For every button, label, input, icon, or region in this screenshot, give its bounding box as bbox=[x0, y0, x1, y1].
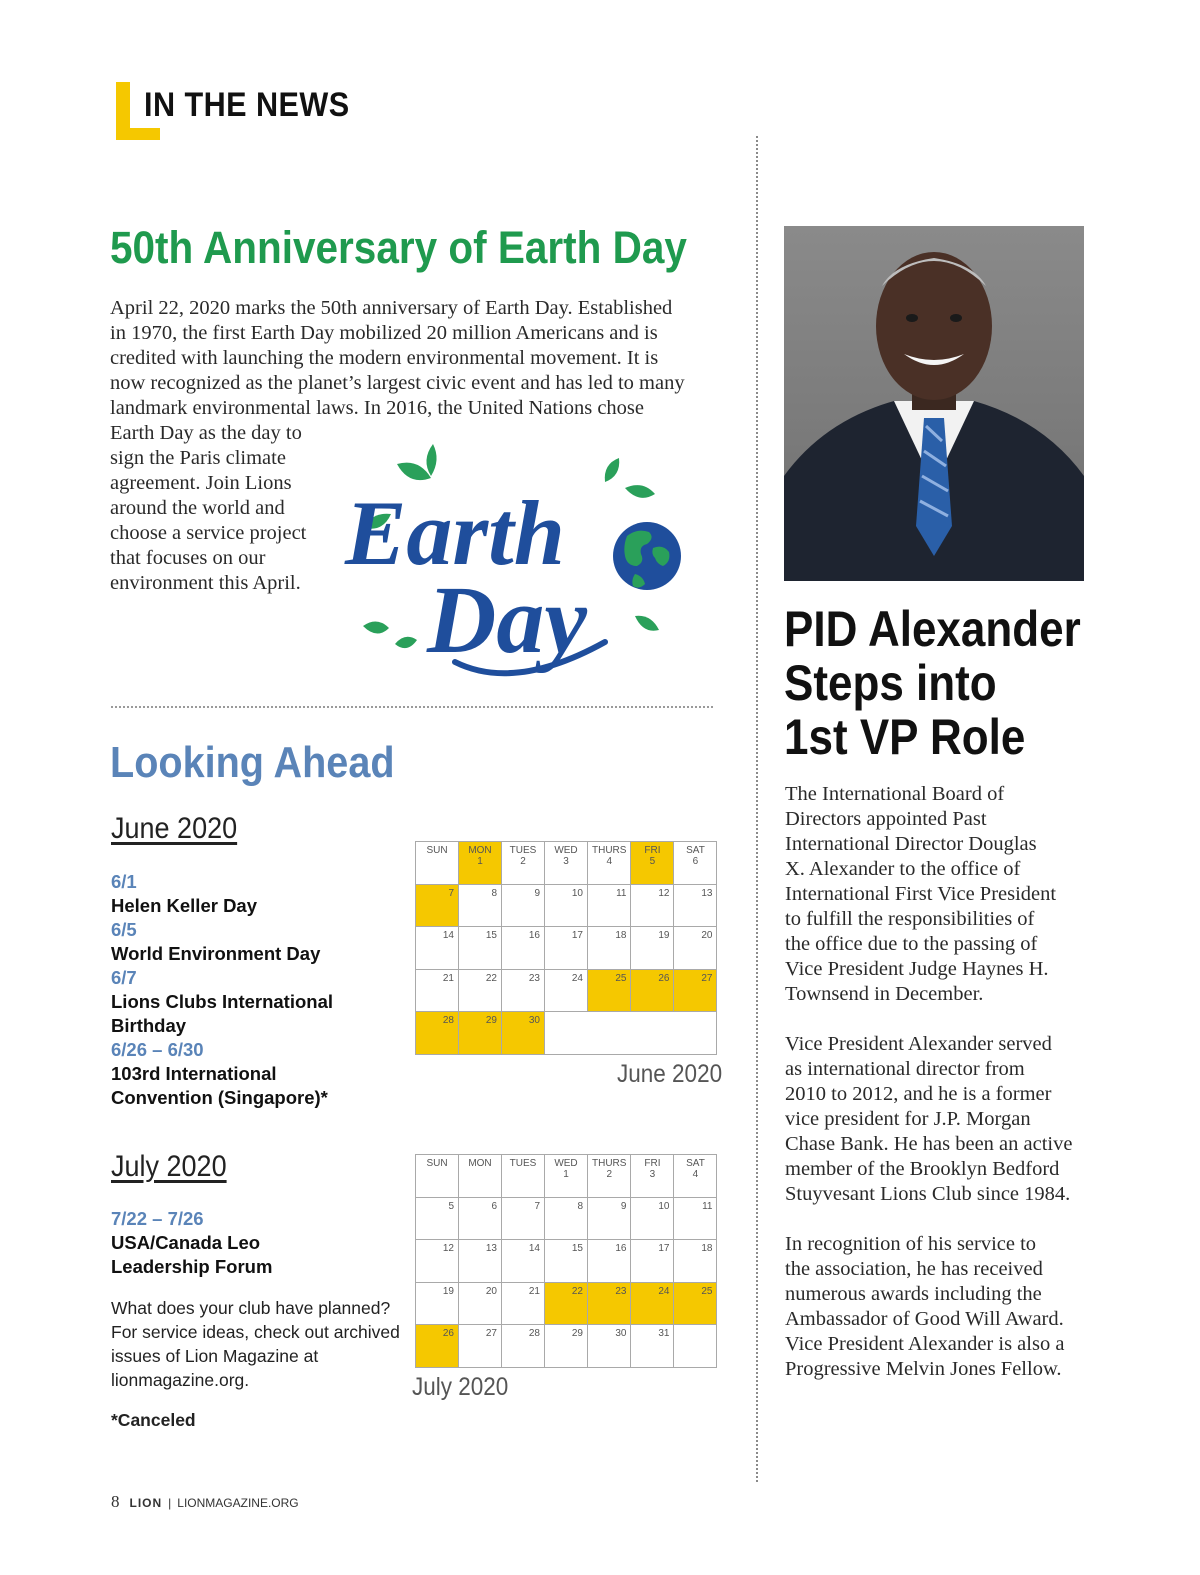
weekday-label: WED bbox=[554, 845, 578, 856]
pid-body bbox=[785, 782, 1085, 1382]
pid-body-line: Vice President Alexander is also a bbox=[785, 1333, 1065, 1355]
calendar-day: 22 bbox=[459, 969, 502, 1012]
calendar-day: 22 bbox=[545, 1282, 588, 1325]
pid-body-line: Townsend in December. bbox=[785, 983, 984, 1005]
pid-body-line: as international director from bbox=[785, 1058, 1025, 1080]
calendar-day: 16 bbox=[502, 927, 545, 970]
weekday-label: THURS bbox=[592, 1158, 627, 1169]
logo-word-day: Day bbox=[427, 566, 587, 673]
calendar-day: 21 bbox=[502, 1282, 545, 1325]
calendar-day-header bbox=[588, 1155, 631, 1198]
day-number: 3 bbox=[563, 856, 569, 867]
event-name: Helen Keller Day bbox=[111, 895, 258, 916]
page-footer: 8 LION | LIONMAGAZINE.ORG bbox=[111, 1492, 299, 1511]
calendar-day: 20 bbox=[674, 927, 717, 970]
calendar-day-header bbox=[502, 842, 545, 885]
calendar-day bbox=[674, 1325, 717, 1368]
july-calendar-caption: July 2020 bbox=[412, 1373, 509, 1401]
magazine-site: LIONMAGAZINE.ORG bbox=[177, 1496, 299, 1510]
calendar-day: 31 bbox=[631, 1325, 674, 1368]
calendar-day: 27 bbox=[459, 1325, 502, 1368]
earth-day-body-line: in 1970, the first Earth Day mobilized 20 million Americans and is bbox=[110, 322, 658, 344]
calendar-day: 29 bbox=[459, 1012, 502, 1055]
logo-word-earth: Earth bbox=[345, 482, 565, 584]
pid-body-line: to fulfill the responsibilities of bbox=[785, 908, 1035, 930]
calendar-day: 19 bbox=[416, 1282, 459, 1325]
pid-body-line: the office due to the passing of bbox=[785, 933, 1038, 955]
day-number: 1 bbox=[477, 856, 483, 867]
pid-title-line: Steps into bbox=[784, 655, 997, 711]
weekday-label: MON bbox=[468, 1158, 492, 1169]
event-name: Lions Clubs International Birthday bbox=[111, 991, 334, 1036]
page-number: 8 bbox=[111, 1492, 120, 1511]
person-portrait-icon bbox=[784, 226, 1084, 581]
calendar-day: 28 bbox=[416, 1012, 459, 1055]
calendar-day: 9 bbox=[502, 884, 545, 927]
pid-body-line: International First Vice President bbox=[785, 883, 1057, 905]
earth-day-body-line: environment this April. bbox=[110, 572, 301, 594]
july-heading: July 2020 bbox=[111, 1150, 227, 1183]
calendar-day: 13 bbox=[459, 1240, 502, 1283]
calendar-day: 27 bbox=[674, 969, 717, 1012]
calendar-day-header bbox=[459, 1155, 502, 1198]
day-number: 4 bbox=[606, 856, 612, 867]
calendar-day: 28 bbox=[502, 1325, 545, 1368]
earth-day-logo bbox=[335, 436, 700, 691]
pid-body-line: Directors appointed Past bbox=[785, 808, 987, 830]
service-ideas-note: What does your club have planned? For service ideas, check out archived issues of Lion Magazine at lionmagazine.org. bbox=[111, 1298, 400, 1390]
june-heading: June 2020 bbox=[111, 812, 238, 845]
event-date: 6/7 bbox=[111, 967, 137, 988]
calendar-day: 29 bbox=[545, 1325, 588, 1368]
event-name: 103rd International Convention (Singapore)* bbox=[111, 1063, 328, 1108]
earth-day-body-line: choose a service project bbox=[110, 522, 307, 544]
calendar-day: 21 bbox=[416, 969, 459, 1012]
event-date: 6/26 – 6/30 bbox=[111, 1039, 204, 1060]
pid-body-line: Chase Bank. He has been an active bbox=[785, 1133, 1073, 1155]
calendar-day: 7 bbox=[416, 884, 459, 927]
day-number: 4 bbox=[692, 1169, 699, 1180]
pid-body-line: Vice President Judge Haynes H. bbox=[785, 958, 1049, 980]
day-number: 1 bbox=[563, 1169, 569, 1180]
event-date: 7/22 – 7/26 bbox=[111, 1208, 204, 1229]
july-calendar bbox=[415, 1154, 717, 1368]
calendar-empty-cell bbox=[588, 1012, 631, 1055]
earth-day-body-line: April 22, 2020 marks the 50th anniversary of Earth Day. Established bbox=[110, 297, 673, 319]
earth-day-body-line: sign the Paris climate bbox=[110, 447, 286, 469]
day-number: 6 bbox=[692, 856, 699, 867]
calendar-day-header bbox=[631, 842, 674, 885]
weekday-label: SAT bbox=[686, 845, 705, 856]
calendar-day-header bbox=[545, 842, 588, 885]
calendar-day: 23 bbox=[502, 969, 545, 1012]
pid-title bbox=[784, 602, 1081, 764]
pid-body-line: 2010 to 2012, and he is a former bbox=[785, 1083, 1052, 1105]
event-name: World Environment Day bbox=[111, 943, 321, 964]
event-name: USA/Canada Leo Leadership Forum bbox=[111, 1232, 273, 1277]
section-label-text: IN THE NEWS bbox=[144, 86, 350, 124]
magazine-name: LION bbox=[129, 1496, 163, 1510]
pid-body-line: vice president for J.P. Morgan bbox=[785, 1108, 1031, 1130]
calendar-day: 10 bbox=[545, 884, 588, 927]
calendar-empty-cell bbox=[674, 1012, 717, 1055]
calendar-day: 26 bbox=[631, 969, 674, 1012]
event-date: 6/1 bbox=[111, 871, 137, 892]
pid-body-line: numerous awards including the bbox=[785, 1283, 1042, 1305]
calendar-day: 12 bbox=[631, 884, 674, 927]
earth-day-body-line: landmark environmental laws. In 2016, the United Nations chose bbox=[110, 397, 645, 419]
canceled-note: *Canceled bbox=[111, 1410, 196, 1430]
calendar-day: 9 bbox=[588, 1197, 631, 1240]
calendar-day: 14 bbox=[416, 927, 459, 970]
calendar-day-header bbox=[545, 1155, 588, 1198]
day-number: 2 bbox=[520, 856, 526, 867]
calendar-day: 7 bbox=[502, 1197, 545, 1240]
earth-day-body-line: around the world and bbox=[110, 497, 285, 519]
calendar-day: 23 bbox=[588, 1282, 631, 1325]
calendar-day: 17 bbox=[545, 927, 588, 970]
pid-title-line: PID Alexander bbox=[784, 601, 1081, 657]
calendar-day: 18 bbox=[674, 1240, 717, 1283]
earth-day-title: 50th Anniversary of Earth Day bbox=[110, 222, 687, 273]
calendar-day: 20 bbox=[459, 1282, 502, 1325]
earth-day-body-line: that focuses on our bbox=[110, 547, 266, 569]
day-number: 5 bbox=[649, 856, 656, 867]
earth-day-body-line: Earth Day as the day to bbox=[110, 422, 302, 444]
earth-day-body-line: now recognized as the planet’s largest civic event and has led to many bbox=[110, 372, 685, 394]
pid-body-line: Progressive Melvin Jones Fellow. bbox=[785, 1358, 1062, 1380]
calendar-day: 13 bbox=[674, 884, 717, 927]
calendar-day: 30 bbox=[502, 1012, 545, 1055]
calendar-day-header bbox=[588, 842, 631, 885]
calendar-day: 10 bbox=[631, 1197, 674, 1240]
globe-icon bbox=[613, 522, 681, 590]
calendar-day: 5 bbox=[416, 1197, 459, 1240]
calendar-day-header bbox=[674, 842, 717, 885]
portrait-photo bbox=[784, 226, 1084, 581]
calendar-empty-cell bbox=[631, 1012, 674, 1055]
calendar-day: 25 bbox=[674, 1282, 717, 1325]
calendar-day-header bbox=[674, 1155, 717, 1198]
pid-body-line: the association, he has received bbox=[785, 1258, 1043, 1280]
day-number: 2 bbox=[606, 1169, 612, 1180]
weekday-label: THURS bbox=[592, 845, 627, 856]
june-calendar-caption: June 2020 bbox=[617, 1060, 723, 1088]
calendar-day: 30 bbox=[588, 1325, 631, 1368]
weekday-label: TUES bbox=[509, 1158, 537, 1169]
pid-body-line: Stuyvesant Lions Club since 1984. bbox=[785, 1183, 1071, 1205]
weekday-label: FRI bbox=[644, 1158, 661, 1169]
calendar-day: 17 bbox=[631, 1240, 674, 1283]
calendar-day: 18 bbox=[588, 927, 631, 970]
calendar-day: 12 bbox=[416, 1240, 459, 1283]
calendar-day: 26 bbox=[416, 1325, 459, 1368]
weekday-label: SAT bbox=[686, 1158, 705, 1169]
weekday-label: MON bbox=[468, 845, 492, 856]
weekday-label: WED bbox=[554, 1158, 578, 1169]
pid-body-line: Vice President Alexander served bbox=[785, 1033, 1052, 1055]
pid-body-line: The International Board of bbox=[785, 783, 1005, 805]
event-date: 6/5 bbox=[111, 919, 137, 940]
calendar-day-header bbox=[502, 1155, 545, 1198]
day-number: 3 bbox=[649, 1169, 656, 1180]
pid-body-line: International Director Douglas bbox=[785, 833, 1037, 855]
looking-ahead-title: Looking Ahead bbox=[110, 738, 395, 787]
weekday-label: FRI bbox=[644, 845, 661, 856]
calendar-day-header bbox=[416, 1155, 459, 1198]
calendar-day: 11 bbox=[674, 1197, 717, 1240]
calendar-day: 25 bbox=[588, 969, 631, 1012]
july-events-list bbox=[111, 1207, 411, 1279]
calendar-day-header bbox=[416, 842, 459, 885]
earth-day-body-line: agreement. Join Lions bbox=[110, 472, 292, 494]
section-bracket-bottom bbox=[116, 128, 160, 140]
calendar-day: 15 bbox=[545, 1240, 588, 1283]
calendar-day: 16 bbox=[588, 1240, 631, 1283]
earth-day-body-line: credited with launching the modern environmental movement. It is bbox=[110, 347, 659, 369]
calendar-day: 15 bbox=[459, 927, 502, 970]
june-events-list bbox=[111, 870, 411, 1110]
pid-body-line: In recognition of his service to bbox=[785, 1233, 1037, 1255]
calendar-empty-cell bbox=[545, 1012, 588, 1055]
calendar-day: 8 bbox=[545, 1197, 588, 1240]
calendar-day-header bbox=[631, 1155, 674, 1198]
calendar-day: 14 bbox=[502, 1240, 545, 1283]
calendar-day: 24 bbox=[545, 969, 588, 1012]
weekday-label: SUN bbox=[426, 1158, 448, 1169]
calendar-day: 19 bbox=[631, 927, 674, 970]
pid-title-line: 1st VP Role bbox=[784, 709, 1026, 765]
section-label bbox=[116, 80, 376, 142]
calendar-day-header bbox=[459, 842, 502, 885]
calendar-day: 6 bbox=[459, 1197, 502, 1240]
calendar-day: 8 bbox=[459, 884, 502, 927]
pid-body-line: Ambassador of Good Will Award. bbox=[785, 1308, 1064, 1330]
column-divider bbox=[756, 136, 758, 1482]
june-calendar bbox=[415, 841, 717, 1055]
pid-body-line: member of the Brooklyn Bedford bbox=[785, 1158, 1060, 1180]
weekday-label: SUN bbox=[426, 845, 448, 856]
calendar-day: 24 bbox=[631, 1282, 674, 1325]
weekday-label: TUES bbox=[509, 845, 537, 856]
section-divider bbox=[111, 706, 713, 708]
pid-body-line: X. Alexander to the office of bbox=[785, 858, 1021, 880]
calendar-day: 11 bbox=[588, 884, 631, 927]
